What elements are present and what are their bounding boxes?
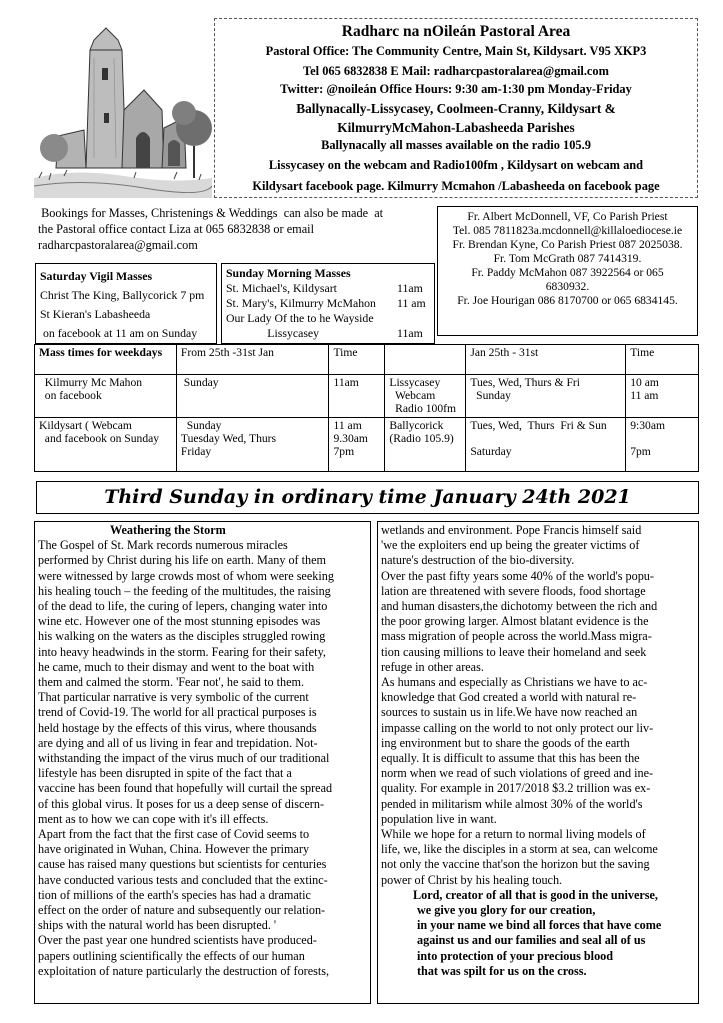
table-header-cell: Time bbox=[626, 345, 699, 375]
table-header-cell: Mass times for weekdays bbox=[35, 345, 177, 375]
text-line: pended in militarism while almost 30% of the world's bbox=[381, 796, 643, 811]
sunday-row bbox=[226, 311, 430, 326]
priest-line: Fr. Brendan Kyne, Co Parish Priest 087 2025038. bbox=[452, 238, 683, 251]
table-cell: Kildysart ( Webcam and facebook on Sunday bbox=[35, 418, 177, 472]
vigil-line: Christ The King, Ballycorick 7 pm bbox=[40, 288, 205, 302]
text-line: refuge in other areas. bbox=[381, 659, 484, 674]
text-line: As humans and especially as Christians we have to ac- bbox=[381, 675, 648, 690]
header-twitter-hours: Twitter: @noileán Office Hours: 9:30 am-1:30 pm Monday-Friday bbox=[280, 82, 632, 96]
text-line: were witnessed by large crowds most of whom were seeking bbox=[38, 568, 334, 583]
text-line: quality. For example in 2017/2018 $3.2 trillion was ex- bbox=[381, 781, 651, 796]
text-line: nature's destruction of the bio-diversity. bbox=[381, 553, 575, 568]
text-line: not only the vaccine that'son the horizon but the saving bbox=[381, 857, 650, 872]
priest-line: Fr. Joe Hourigan 086 8170700 or 065 6834145. bbox=[457, 294, 678, 307]
text-line: ing environment but to share the goods of the earth bbox=[381, 735, 630, 750]
text-line: sources to sustain us in life.We have now reached an bbox=[381, 705, 638, 720]
text-line: withstanding the impact of the virus much of our traditional bbox=[38, 751, 330, 766]
text-line: wetlands and environment. Pope Francis himself said bbox=[381, 523, 642, 537]
text-line: we give you glory for our creation, bbox=[417, 903, 596, 918]
text-line: That particular narrative is very symbolic of the current bbox=[38, 690, 309, 705]
text-line: lation are threatened with severe floods, food shortage bbox=[381, 583, 646, 598]
sunday-place: St. Mary's, Kilmurry McMahon bbox=[226, 296, 376, 310]
booking-line: the Pastoral office contact Liza at 065 6832838 or email bbox=[38, 222, 315, 236]
text-line: wine etc. However one of the most stunning episodes was bbox=[38, 614, 321, 629]
text-line: he came, much to their dismay and went to the boat with bbox=[38, 659, 315, 674]
text-line: Lord, creator of all that is good in the universe, bbox=[413, 887, 658, 902]
text-line: into heavy headwinds in the storm. Fearing for their safety, bbox=[38, 644, 326, 659]
sunday-place: Lissycasey bbox=[226, 326, 320, 340]
text-line: lifestyle has been disrupted in spite of the fact that a bbox=[38, 766, 292, 781]
text-line: his healing touch – the feeding of the multitudes, the raising bbox=[38, 583, 331, 598]
text-line: 'we the exploiters end up being the greater victims of bbox=[381, 538, 640, 553]
booking-info bbox=[38, 205, 428, 253]
header-radio-line-3: Kildysart facebook page. Kilmurry Mcmahon /Labasheeda on facebook page bbox=[252, 179, 660, 193]
table-header-row bbox=[35, 345, 699, 375]
table-header-cell: Time bbox=[329, 345, 385, 375]
sunday-row bbox=[226, 296, 430, 311]
vigil-heading: Saturday Vigil Masses bbox=[40, 269, 153, 283]
article-left-column bbox=[34, 521, 371, 1004]
text-line: into protection of your precious blood bbox=[417, 948, 614, 963]
text-line: ships with the natural world has been disrupted. ' bbox=[38, 918, 277, 933]
sunday-place: St. Michael's, Kildysart bbox=[226, 281, 337, 295]
sunday-title-banner: Third Sunday in ordinary time January 24th 2021 bbox=[36, 481, 699, 514]
text-line: that was spilt for us on the cross. bbox=[417, 963, 587, 978]
sunday-time: 11 am bbox=[397, 296, 426, 310]
text-line: effect on the order of nature and subsequently our relation- bbox=[38, 903, 326, 918]
text-line: are dying and all of us living in fear and trepidation. Not- bbox=[38, 735, 318, 750]
header-parishes-line-1: Ballynacally-Lissycasey, Coolmeen-Cranny, Kildysart & bbox=[296, 101, 616, 116]
text-line: life, we, like the disciples in a storm at sea, can welcome bbox=[381, 842, 658, 857]
table-cell: 11am bbox=[329, 375, 385, 418]
booking-line: Bookings for Masses, Christenings & Weddings can also be made at bbox=[38, 206, 384, 220]
header-title: Radharc na nOileán Pastoral Area bbox=[341, 23, 571, 40]
sunday-time: 11am bbox=[397, 326, 423, 340]
text-line: his walking on the waters as the disciples struggled rowing bbox=[38, 629, 326, 644]
vigil-line: on facebook at 11 am on Sunday bbox=[40, 326, 198, 340]
text-line: cause has raised many questions but scientists for centuries bbox=[38, 857, 327, 872]
text-line: and human disasters,the dichotomy between the rich and bbox=[381, 599, 658, 614]
text-line: norm when we read of such violations of greed and ine- bbox=[381, 766, 654, 781]
text-line: The Gospel of St. Mark records numerous miracles bbox=[38, 538, 288, 553]
table-cell: Sunday Tuesday Wed, Thurs Friday bbox=[176, 418, 329, 472]
text-line: exploitation of nature particularly the destruction of forests, bbox=[38, 963, 330, 978]
sunday-heading: Sunday Morning Masses bbox=[226, 266, 351, 280]
priest-line: Fr. Paddy McMahon 087 3922564 or 065 bbox=[471, 266, 664, 279]
text-line: have conducted various tests and concluded that the extinc- bbox=[38, 872, 328, 887]
text-line: While we hope for a return to normal living models of bbox=[381, 827, 646, 842]
text-line: vaccine has been found that hopefully will curtail the spread bbox=[38, 781, 333, 796]
text-line: Over the past year one hundred scientists have produced- bbox=[38, 933, 317, 948]
text-line: ment as to how we can cope with it's ill effects. bbox=[38, 811, 269, 826]
text-line: power of Christ by his healing touch. bbox=[381, 872, 563, 887]
article-title: Weathering the Storm bbox=[110, 523, 226, 537]
prayer-text bbox=[381, 888, 695, 979]
priest-line: Fr. Albert McDonnell, VF, Co Parish Priest bbox=[467, 210, 668, 223]
text-line: have originated in Wuhan, China. However the primary bbox=[38, 842, 310, 857]
weekday-mass-table bbox=[34, 344, 699, 472]
table-header-cell: Jan 25th - 31st bbox=[466, 345, 626, 375]
text-line: held hostage by the effects of this virus, where thousands bbox=[38, 720, 317, 735]
text-line: the poor growing larger. Almost blatant evidence is the bbox=[381, 614, 649, 629]
saturday-vigil-box bbox=[35, 263, 217, 344]
priest-line: Tel. 085 7811823a.mcdonnell@killaloediocese.ie bbox=[452, 224, 683, 237]
church-ruin-illustration bbox=[34, 18, 212, 198]
text-line: knowledge that God created a world with natural re- bbox=[381, 690, 637, 705]
table-cell: 10 am 11 am bbox=[626, 375, 699, 418]
table-cell: Lissycasey Webcam Radio 100fm bbox=[385, 375, 466, 418]
header-office-address: Pastoral Office: The Community Centre, Main St, Kildysart. V95 XKP3 bbox=[265, 44, 647, 58]
text-line: Over the past fifty years some 40% of the world's popu- bbox=[381, 568, 654, 583]
text-line: trend of Covid-19. The world for all practical purposes is bbox=[38, 705, 317, 720]
text-line: of the dead to life, the curing of lepers, changing water into bbox=[38, 599, 328, 614]
priests-contact-box bbox=[437, 206, 698, 336]
text-line: papers outlining scientifically the effects of our human bbox=[38, 948, 305, 963]
text-line: in your name we bind all forces that have come bbox=[417, 918, 662, 933]
sunday-place: Our Lady Of the to he Wayside bbox=[226, 311, 374, 325]
table-cell: 9:30am 7pm bbox=[626, 418, 699, 472]
sunday-row bbox=[226, 326, 430, 341]
text-line: equally. It is difficult to assume that this has been the bbox=[381, 751, 640, 766]
text-line: tion of millions of the earth's species has had a dramatic bbox=[38, 887, 311, 902]
header-radio-line-1: Ballynacally all masses available on the radio 105.9 bbox=[321, 138, 591, 152]
text-line: population live in want. bbox=[381, 811, 497, 826]
table-cell: Kilmurry Mc Mahon on facebook bbox=[35, 375, 177, 418]
text-line: impasse calling on the world to not only protect our liv- bbox=[381, 720, 654, 735]
table-cell: 11 am 9.30am 7pm bbox=[329, 418, 385, 472]
sunday-morning-box bbox=[221, 263, 435, 344]
article-right-column bbox=[377, 521, 699, 1004]
priest-line: 6830932. bbox=[545, 280, 590, 293]
table-cell: Ballycorick (Radio 105.9) bbox=[385, 418, 466, 472]
text-line: tion causing millions to leave their homeland and seek bbox=[381, 644, 647, 659]
article-right-text bbox=[381, 523, 695, 888]
sunday-row bbox=[226, 281, 430, 296]
header-parishes-line-2: KilmurryMcMahon-Labasheeda Parishes bbox=[337, 120, 575, 135]
table-cell: Tues, Wed, Thurs Fri & Sun Saturday bbox=[466, 418, 626, 472]
text-line: against us and our families and seal all of us bbox=[417, 933, 646, 948]
sunday-time: 11am bbox=[397, 281, 423, 295]
text-line: them and calmed the storm. 'Fear not', he said to them. bbox=[38, 675, 305, 690]
pastoral-area-header bbox=[214, 18, 698, 198]
table-row bbox=[35, 375, 699, 418]
text-line: performed by Christ during his life on earth. Many of them bbox=[38, 553, 327, 568]
table-row bbox=[35, 418, 699, 472]
text-line: of this global virus. It poses for us a deep sense of discern- bbox=[38, 796, 325, 811]
table-cell: Tues, Wed, Thurs & Fri Sunday bbox=[466, 375, 626, 418]
text-line: Apart from the fact that the first case of Covid seems to bbox=[38, 827, 310, 842]
header-radio-line-2: Lissycasey on the webcam and Radio100fm , Kildysart on webcam and bbox=[268, 158, 644, 172]
table-header-cell bbox=[385, 345, 466, 375]
article-left-text bbox=[38, 538, 367, 979]
booking-email: radharcpastoralarea@gmail.com bbox=[38, 238, 198, 252]
text-line: mass migration of people across the world.Mass migra- bbox=[381, 629, 652, 644]
table-header-cell: From 25th -31st Jan bbox=[176, 345, 329, 375]
header-contact: Tel 065 6832838 E Mail: radharcpastoralarea@gmail.com bbox=[303, 64, 609, 78]
priest-line: Fr. Tom McGrath 087 7414319. bbox=[493, 252, 642, 265]
table-cell: Sunday bbox=[176, 375, 329, 418]
vigil-line: St Kieran's Labasheeda bbox=[40, 307, 151, 321]
